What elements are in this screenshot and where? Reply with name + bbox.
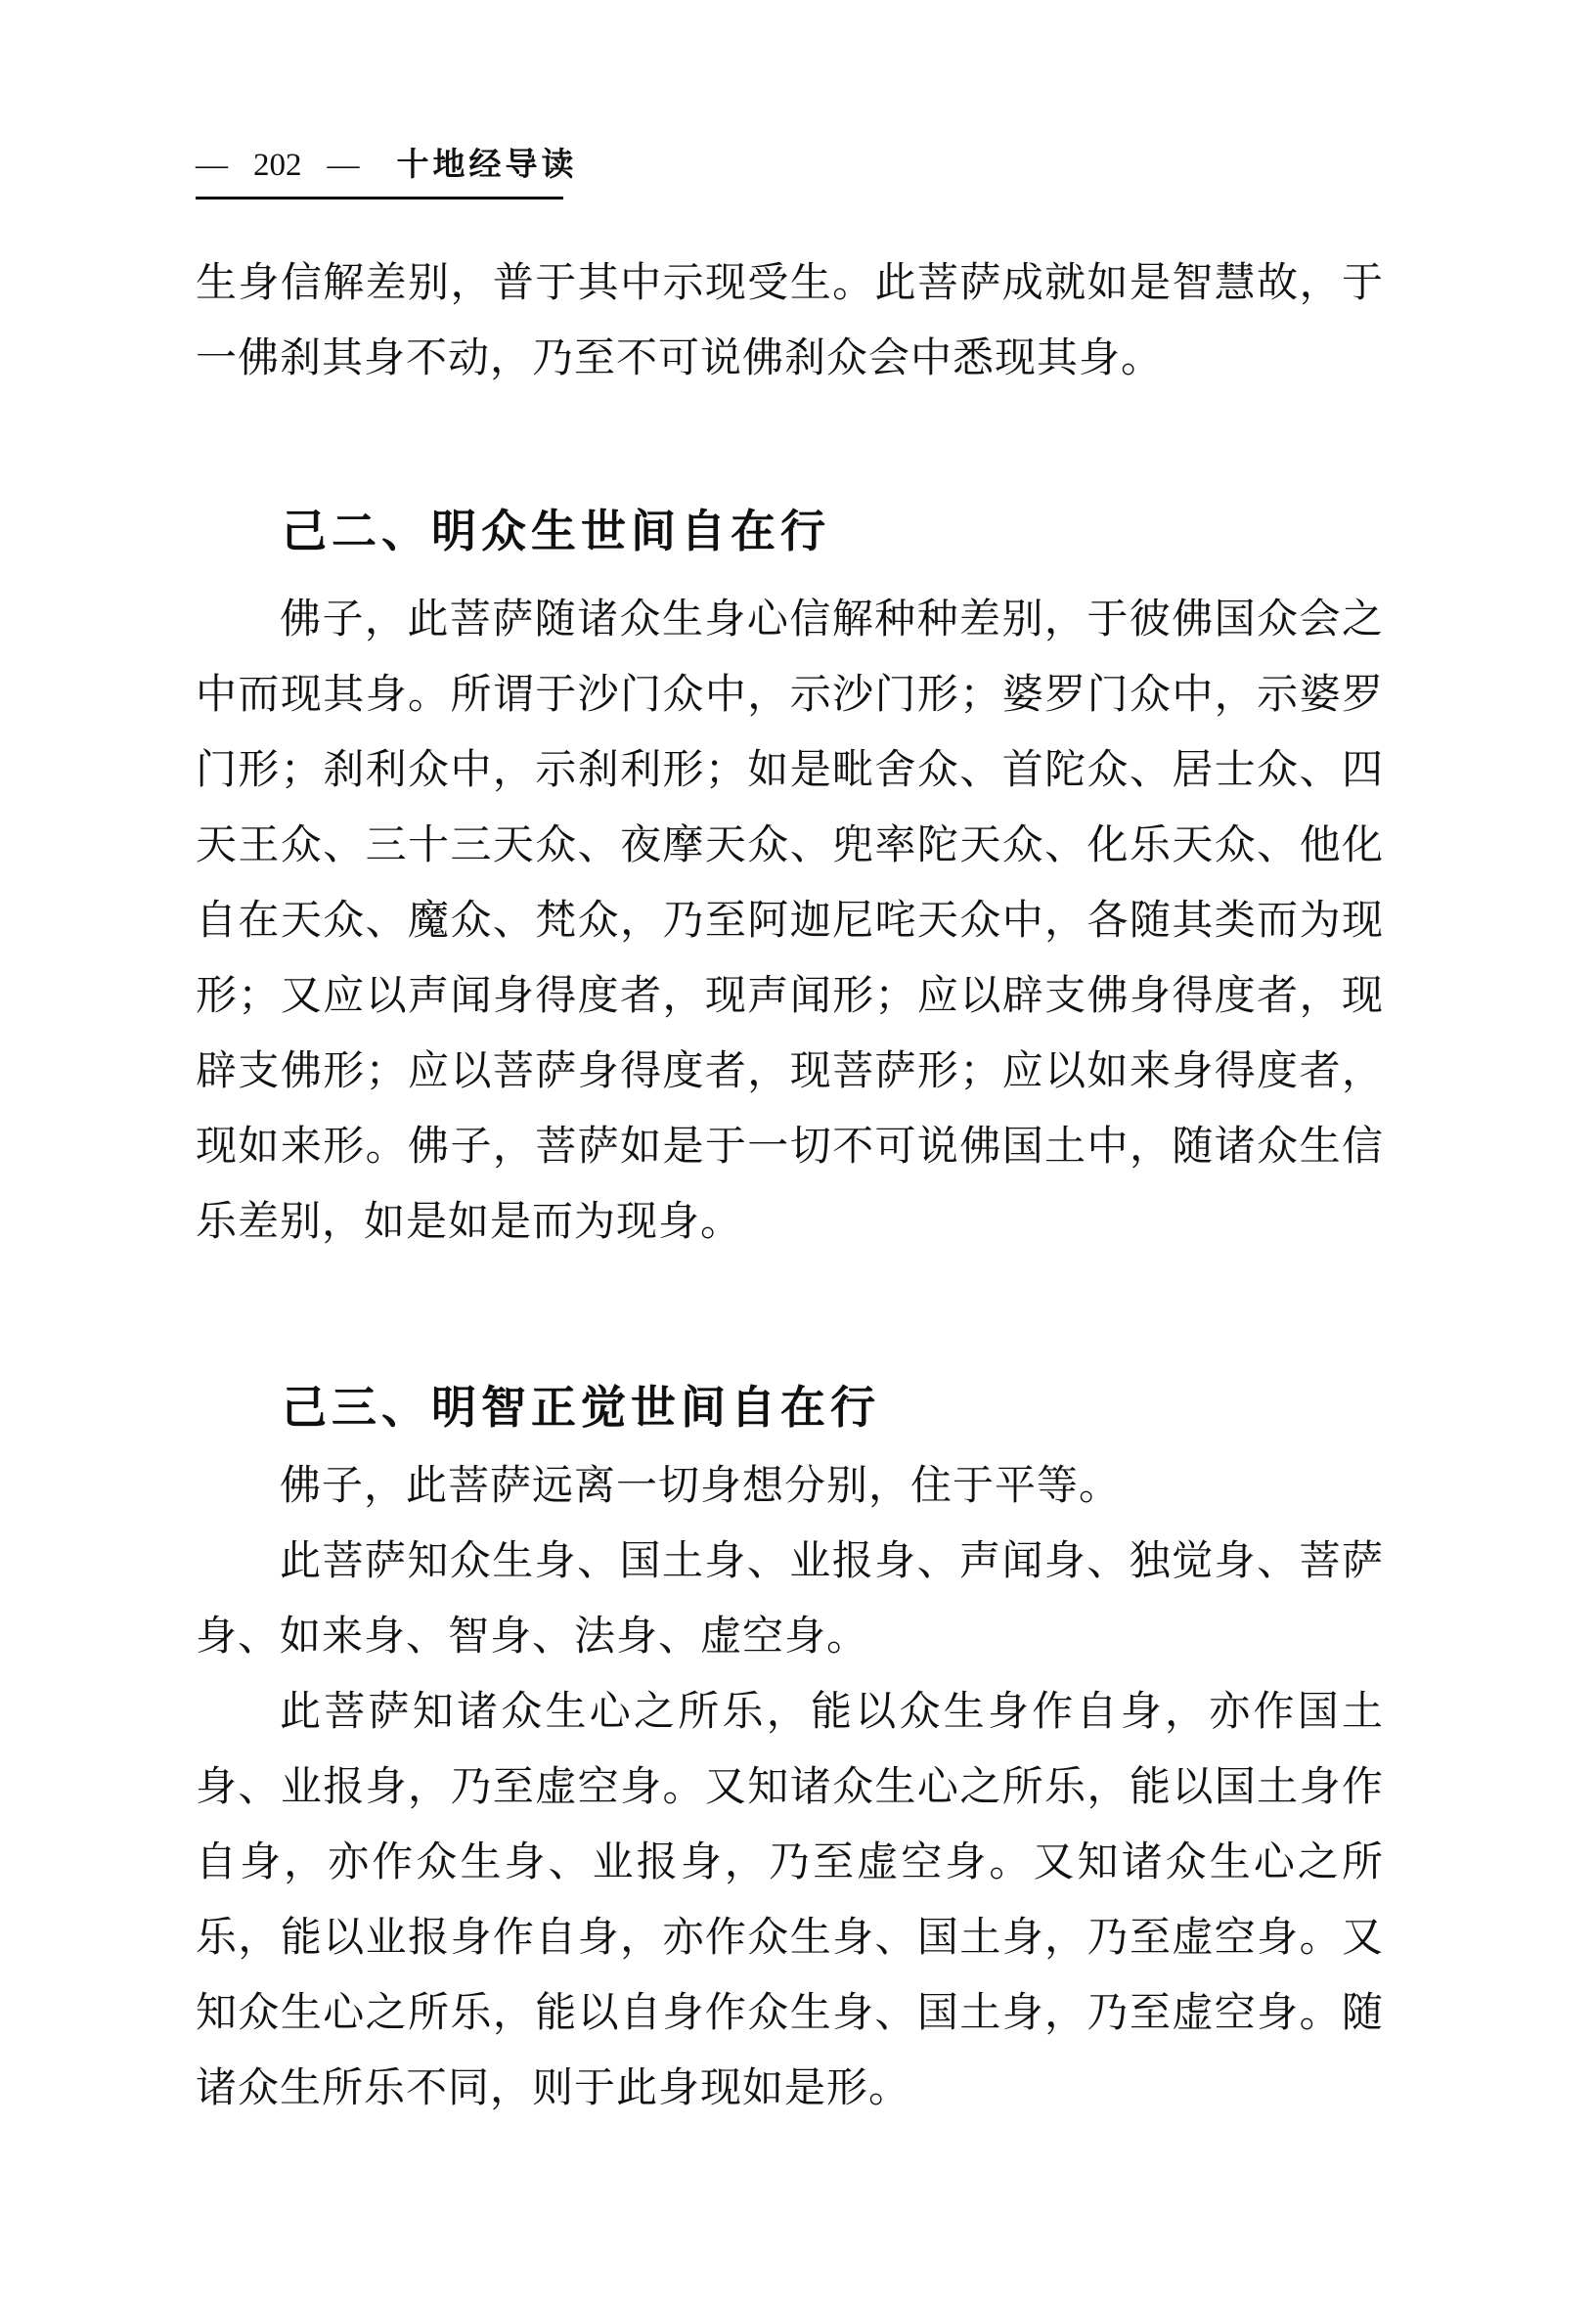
text-line: 此菩萨知众生身、国土身、业报身、声闻身、独觉身、菩萨 [280,1539,1384,1584]
text-line: 乐，能以业报身作自身，亦作众生身、国土身，乃至虚空身。又 [196,1916,1384,1961]
text-line: 天王众、三十三天众、夜摩天众、兜率陀天众、化乐天众、他化 [196,823,1384,868]
paragraph-sentient-beings [196,583,1384,1261]
text-line: 佛子，此菩萨随诸众生身心信解种种差别，于彼佛国众会之 [280,598,1384,642]
text-line: 自身，亦作众生身、业报身，乃至虚空身。又知诸众生心之所 [196,1840,1384,1885]
paragraph-continuation [196,246,1384,397]
text-line: 中而现其身。所谓于沙门众中，示沙门形；婆罗门众中，示婆罗 [196,673,1384,718]
book-title: 十地经导读 [396,148,578,183]
header-right-dash: — [327,148,360,183]
text-line: 辟支佛形；应以菩萨身得度者，现菩萨形；应以如来身得度者， [196,1049,1384,1094]
running-head [196,139,578,199]
paragraph-ten-bodies [196,1525,1384,1675]
text-line: 诸众生所乐不同，则于此身现如是形。 [196,2066,911,2111]
text-line: 一佛刹其身不动，乃至不可说佛刹众会中悉现其身。 [196,336,1164,381]
text-line: 身、如来身、智身、法身、虚空身。 [196,1615,869,1660]
text-line: 门形；刹利众中，示刹利形；如是毗舍众、首陀众、居士众、四 [196,748,1384,793]
header-left-dash: — [196,148,228,183]
paragraph-equality [196,1449,1384,1525]
text-line: 形；又应以声闻身得度者，现声闻形；应以辟支佛身得度者，现 [196,974,1384,1019]
text-line: 现如来形。佛子，菩萨如是于一切不可说佛国土中，随诸众生信 [196,1125,1384,1170]
text-line: 乐差别，如是如是而为现身。 [196,1200,743,1245]
text-line: 生身信解差别，普于其中示现受生。此菩萨成就如是智慧故，于 [196,261,1384,306]
page-number: 202 [253,148,302,183]
text-line: 知众生心之所乐，能以自身作众生身、国土身，乃至虚空身。随 [196,1991,1384,2036]
paragraph-body-transformations [196,1675,1384,2127]
text-column [196,246,1384,2127]
text-line: 自在天众、魔众、梵众，乃至阿迦尼咤天众中，各随其类而为现 [196,899,1384,944]
text-line: 此菩萨知诸众生心之所乐，能以众生身作自身，亦作国土 [280,1690,1384,1735]
section-heading-ji2: 己二、明众生世间自在行 [282,507,830,556]
section-heading-ji3: 己三、明智正觉世间自在行 [282,1383,880,1433]
text-line: 佛子，此菩萨远离一切身想分别，住于平等。 [280,1464,1122,1509]
text-line: 身、业报身，乃至虚空身。又知诸众生心之所乐，能以国土身作 [196,1765,1384,1810]
